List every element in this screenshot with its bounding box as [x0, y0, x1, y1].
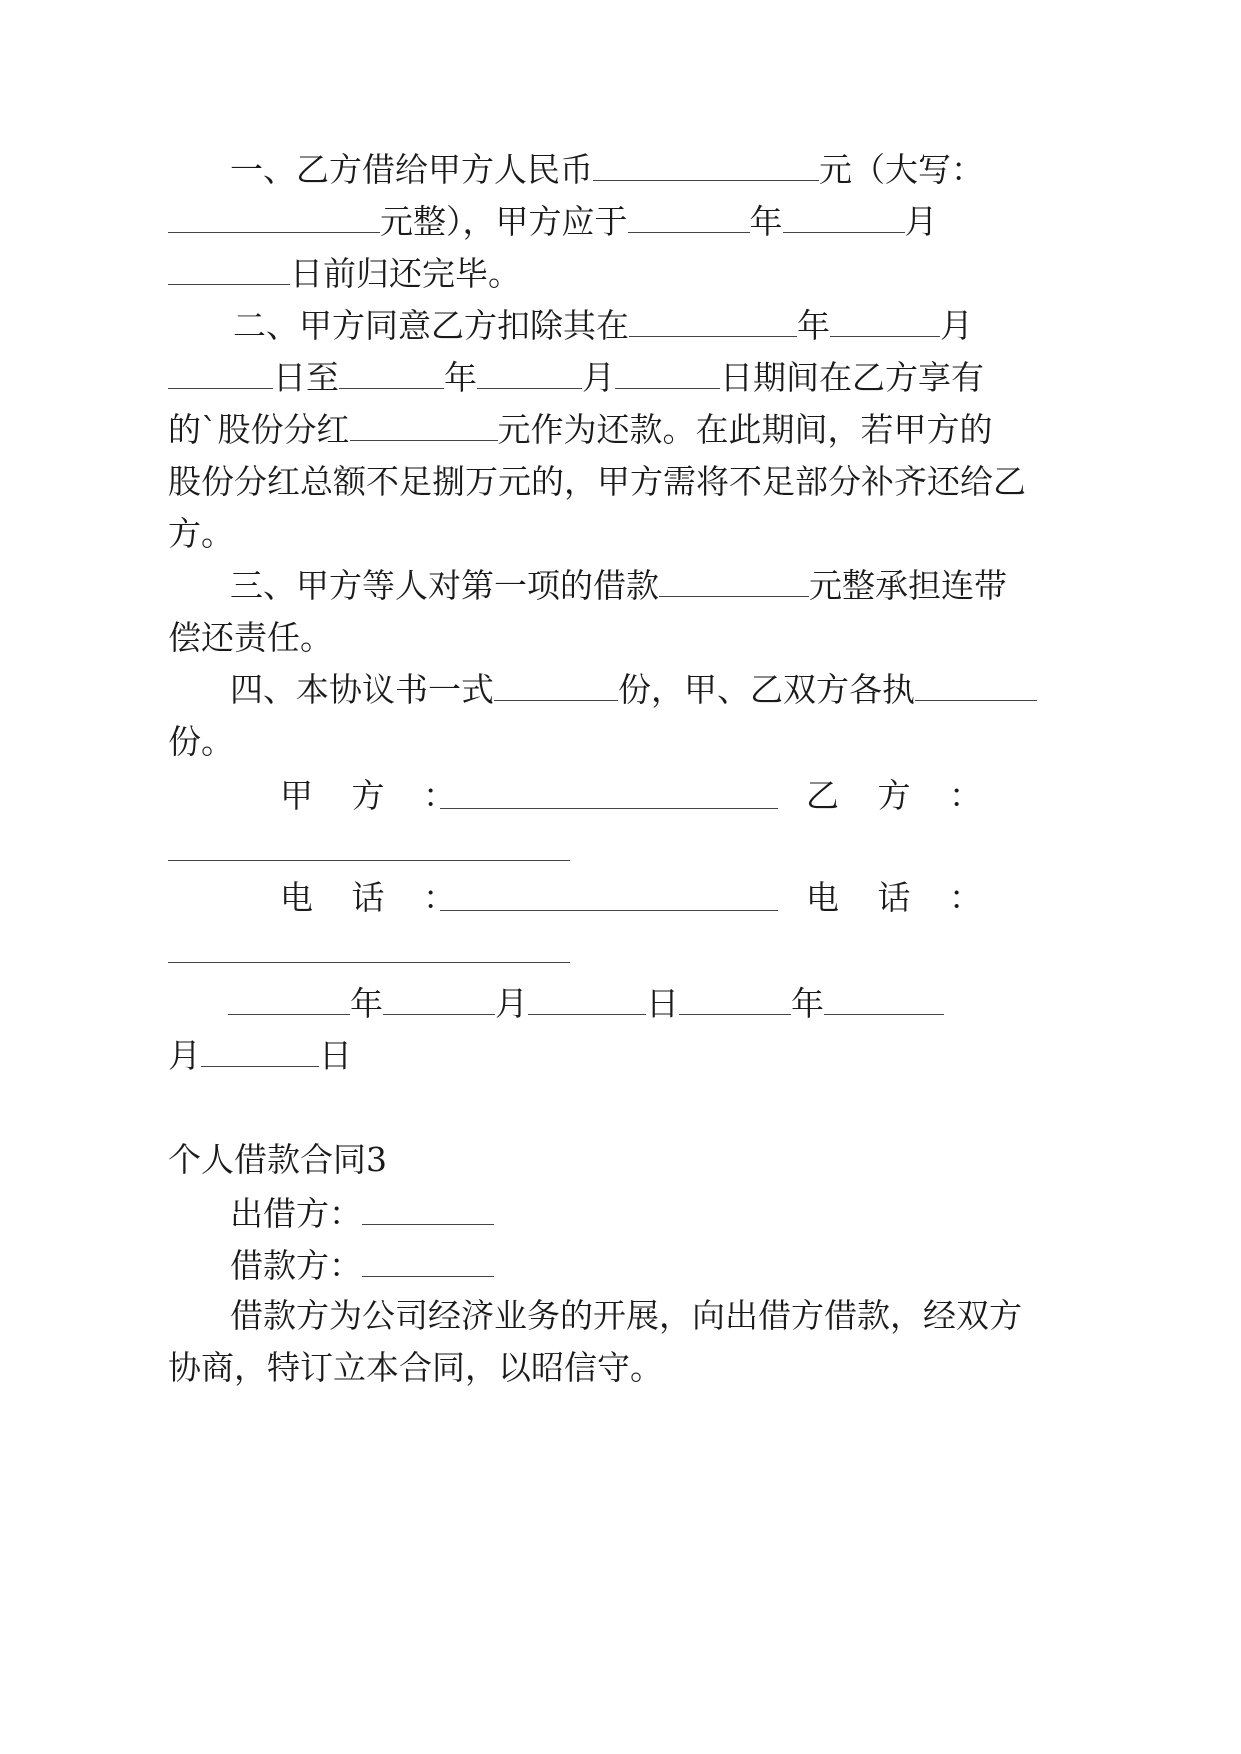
- date-b-month-label: 月: [168, 1036, 201, 1075]
- blank-date-a-month: [383, 984, 495, 1015]
- blank-start-month: [830, 306, 940, 337]
- clause-4-line-2: [168, 722, 234, 762]
- blank-party-a: [440, 778, 778, 809]
- clause-2-text-b: 日至: [273, 358, 339, 397]
- clause-3-text-a: 三、甲方等人对第一项的借款: [230, 566, 659, 605]
- blank-date-b-month: [824, 984, 944, 1015]
- borrower-label: 借款方：: [230, 1246, 362, 1285]
- date-a-day-label: 日: [646, 984, 679, 1023]
- party-b-row: [806, 776, 996, 816]
- blank-date-b-year: [679, 984, 791, 1015]
- blank-amount-capital: [168, 202, 380, 233]
- lender-label: 出借方：: [230, 1194, 362, 1233]
- clause-2-text-a: 二、甲方同意乙方扣除其在: [233, 306, 629, 345]
- clause-4-text-c: 份。: [168, 722, 234, 761]
- blank-month: [783, 202, 905, 233]
- blank-phone-a: [440, 880, 778, 911]
- clause-4-line-1: [230, 670, 1037, 710]
- clause-2-text-f: 股份分红总额不足捌万元的，甲方需将不足部分补齐还给乙: [168, 462, 1026, 501]
- date-line-1: [228, 984, 944, 1024]
- lender-row: [230, 1194, 494, 1234]
- blank-copies-each: [915, 670, 1037, 701]
- clause-1-line-3: [168, 254, 521, 294]
- clause-1-text-b: 元（大写：: [819, 150, 984, 189]
- phone-b-row: [806, 878, 996, 918]
- clause-3-line-2: [168, 618, 333, 658]
- clause-2-line-2: [168, 358, 984, 398]
- contract-3-title: [168, 1140, 387, 1180]
- clause-1-line-1: [230, 150, 984, 190]
- borrower-row: [230, 1246, 494, 1286]
- clause-3-text-b: 元整承担连带: [809, 566, 1007, 605]
- clause-1-month-label: 月: [904, 202, 938, 241]
- clause-2-year-label: 年: [797, 306, 830, 345]
- date-line-2: [168, 1036, 352, 1076]
- clause-1-line-2: [168, 202, 938, 242]
- clause-1-text-a: 一、乙方借给甲方人民币: [230, 150, 593, 189]
- blank-party-b: [168, 830, 570, 861]
- blank-year: [628, 202, 750, 233]
- blank-lender: [362, 1194, 494, 1225]
- clause-2-text-e: 元作为还款。在此期间，若甲方的: [497, 410, 993, 449]
- contract-3-intro-line-2: [168, 1348, 663, 1388]
- clause-2-text-g: 方。: [168, 514, 234, 553]
- clause-3-text-c: 偿还责任。: [168, 618, 333, 657]
- contract-3-intro-text-a: 借款方为公司经济业务的开展，向出借方借款，经双方: [230, 1296, 1022, 1335]
- contract-3-title-text: 个人借款合同3: [168, 1140, 387, 1179]
- clause-2-month-label: 月: [940, 306, 973, 345]
- clause-2-line-3: [168, 410, 993, 450]
- clause-1-text-d: 日前归还完毕。: [290, 254, 521, 293]
- blank-loan-amount: [659, 566, 809, 597]
- party-b-label: 乙 方 ：: [806, 776, 996, 815]
- clause-2-line-4: [168, 462, 1026, 502]
- blank-day: [168, 254, 290, 285]
- blank-amount: [593, 150, 819, 181]
- contract-3-intro-text-b: 协商，特订立本合同，以昭信守。: [168, 1348, 663, 1387]
- clause-1-text-c: 元整），甲方应于: [380, 202, 628, 241]
- blank-end-month: [477, 358, 582, 389]
- clause-4-text-b: 份，甲、乙双方各执: [618, 670, 915, 709]
- blank-date-a-day: [528, 984, 646, 1015]
- clause-2-text-d: 的`股份分红: [168, 410, 350, 449]
- clause-4-text-a: 四、本协议书一式: [230, 670, 494, 709]
- blank-end-day: [615, 358, 720, 389]
- blank-end-year: [339, 358, 444, 389]
- clause-2-end-year-label: 年: [444, 358, 477, 397]
- blank-dividend: [350, 410, 498, 441]
- blank-phone-b: [168, 932, 570, 963]
- blank-date-a-year: [228, 984, 350, 1015]
- date-a-month-label: 月: [495, 984, 528, 1023]
- clause-3-line-1: [230, 566, 1007, 606]
- contract-3-intro-line-1: [230, 1296, 1022, 1336]
- party-a-label: 甲 方 ：: [280, 776, 470, 815]
- clause-1-year-label: 年: [749, 202, 783, 241]
- blank-start-year: [629, 306, 797, 337]
- clause-2-line-1: [233, 306, 973, 346]
- clause-2-line-5: [168, 514, 234, 554]
- blank-copies: [494, 670, 618, 701]
- phone-a-label: 电 话 ：: [280, 878, 470, 917]
- clause-2-end-month-label: 月: [582, 358, 615, 397]
- date-a-year-label: 年: [350, 984, 383, 1023]
- clause-2-text-c: 日期间在乙方享有: [720, 358, 984, 397]
- date-b-day-label: 日: [319, 1036, 352, 1075]
- blank-start-day: [168, 358, 273, 389]
- date-b-year-label: 年: [791, 984, 824, 1023]
- blank-date-b-day: [201, 1036, 319, 1067]
- phone-b-label: 电 话 ：: [806, 878, 996, 917]
- blank-borrower: [362, 1246, 494, 1277]
